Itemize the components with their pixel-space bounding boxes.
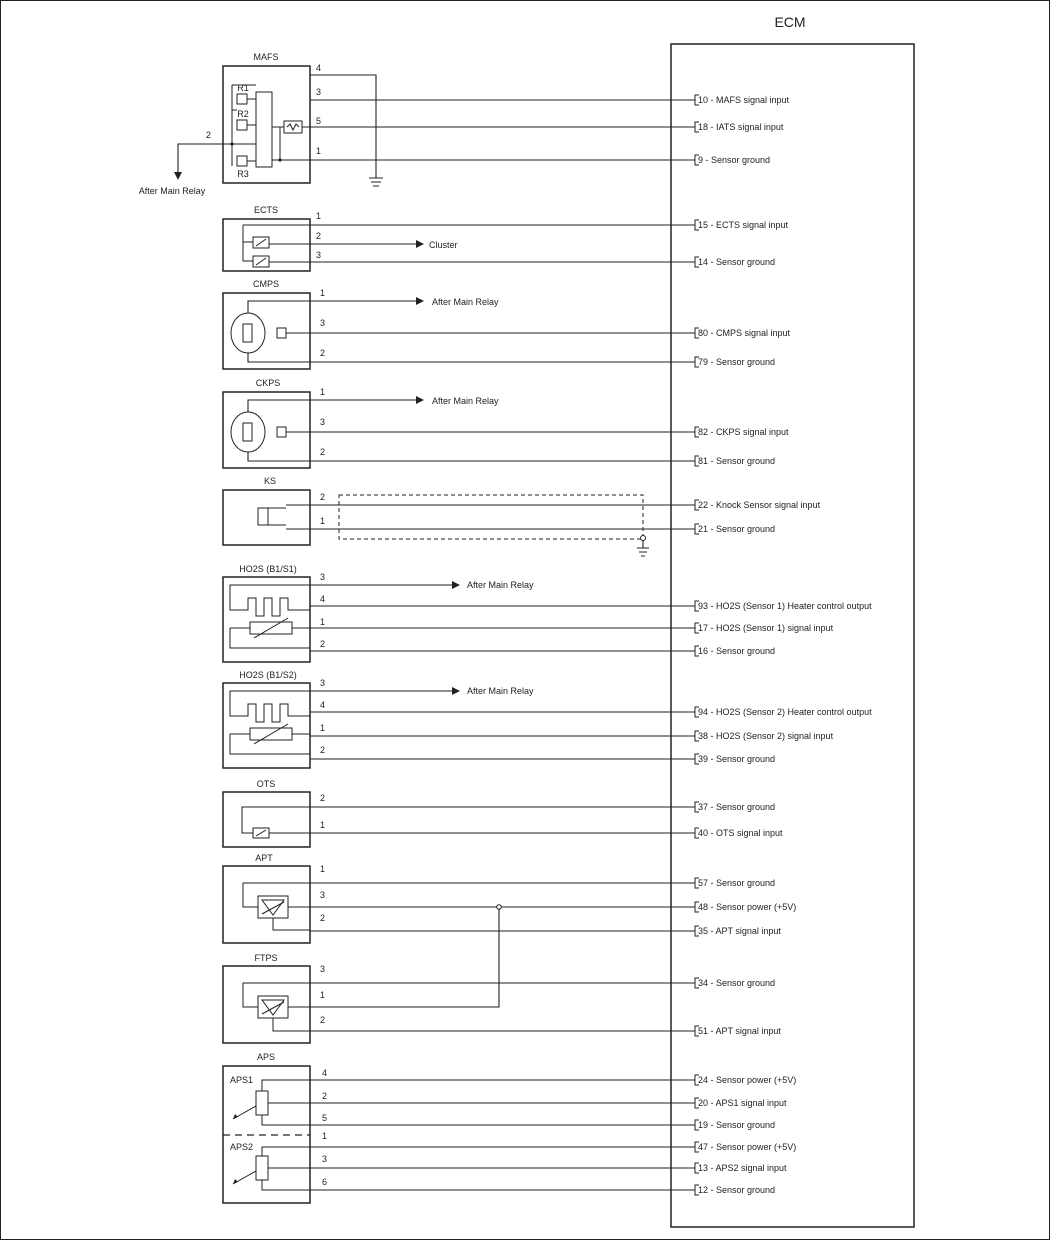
arrow-right-icon — [416, 396, 424, 404]
pin-label: 1 — [320, 864, 326, 874]
sensor-ects — [223, 205, 695, 271]
sensor-box — [223, 293, 310, 369]
ecm-pin-label: 39 - Sensor ground — [698, 754, 776, 764]
pin-label: 1 — [320, 387, 326, 397]
sensor-mafs — [139, 52, 695, 196]
pin-label: 1 — [316, 146, 322, 156]
pin-label: 2 — [320, 793, 326, 803]
splice-icon — [497, 905, 502, 910]
ecm-pin-label: 24 - Sensor power (+5V) — [698, 1075, 797, 1085]
sensor-ckps — [223, 378, 695, 468]
ecm-title: ECM — [774, 14, 806, 30]
pin-label: 2 — [320, 348, 326, 358]
pin-label: 1 — [320, 516, 326, 526]
ecm-pin-label: 82 - CKPS signal input — [698, 427, 789, 437]
pin-label: 2 — [320, 639, 326, 649]
pin-label: 3 — [320, 678, 326, 688]
pin-label: 3 — [320, 890, 326, 900]
ecm-pin-label: 10 - MAFS signal input — [698, 95, 790, 105]
sensor-aps — [223, 1052, 695, 1203]
sensor-ots — [223, 779, 695, 847]
pin-label: 1 — [320, 990, 326, 1000]
ecm-pin-label: 20 - APS1 signal input — [698, 1098, 787, 1108]
ecm-pin-label: 51 - APT signal input — [698, 1026, 781, 1036]
pin-label: 2 — [316, 231, 322, 241]
ecm-pin-label: 48 - Sensor power (+5V) — [698, 902, 797, 912]
side-label: After Main Relay — [467, 686, 534, 696]
sensor-title: HO2S (B1/S1) — [239, 564, 297, 574]
ecm-pin-label: 15 - ECTS signal input — [698, 220, 789, 230]
relay-label: After Main Relay — [138, 186, 206, 196]
resistor-label: R2 — [237, 109, 249, 119]
pin-label: 3 — [320, 318, 326, 328]
sensor-ho2s-s1 — [223, 564, 695, 662]
pin-label: 2 — [320, 745, 326, 755]
pin-label: 5 — [316, 116, 322, 126]
ecm-pin-label: 57 - Sensor ground — [698, 878, 776, 888]
sensor-box — [223, 219, 310, 271]
pin-label: 1 — [320, 617, 326, 627]
sensor-title: CKPS — [255, 378, 281, 388]
ecm-pin-label: 14 - Sensor ground — [698, 257, 776, 267]
arrow-down-icon — [174, 172, 182, 180]
ecm-pin-label: 9 - Sensor ground — [698, 155, 771, 165]
ecm-pin-label: 18 - IATS signal input — [698, 122, 784, 132]
sensor-apt — [223, 853, 695, 1007]
pin-label: 3 — [316, 87, 322, 97]
sensor-title: APS — [256, 1052, 276, 1062]
pin-label: 1 — [320, 288, 326, 298]
pin-label: 1 — [322, 1131, 328, 1141]
sensor-title: APT — [255, 853, 273, 863]
sensor-title: CMPS — [252, 279, 280, 289]
sensor-box — [223, 392, 310, 468]
pin-label: 2 — [206, 130, 212, 140]
ecm-pin-label: 34 - Sensor ground — [698, 978, 776, 988]
pin-label: 3 — [320, 572, 326, 582]
resistor-r1 — [237, 94, 247, 104]
sensor-title: MAFS — [253, 52, 279, 62]
resistor-label: R3 — [237, 169, 249, 179]
sensor-box — [223, 792, 310, 847]
arrow-right-icon — [452, 581, 460, 589]
pin-label: 1 — [320, 820, 326, 830]
pin-label: 4 — [322, 1068, 328, 1078]
ecm-pin-label: 80 - CMPS signal input — [698, 328, 791, 338]
pin-label: 1 — [320, 723, 326, 733]
ecm-pin-label: 79 - Sensor ground — [698, 357, 776, 367]
pin-label: 4 — [320, 700, 326, 710]
pin-label: 2 — [320, 1015, 326, 1025]
iat-thermistor — [284, 121, 302, 133]
pin-label: 2 — [322, 1091, 328, 1101]
pin-label: 3 — [322, 1154, 328, 1164]
side-label: After Main Relay — [432, 297, 499, 307]
ecm-pin-label: 19 - Sensor ground — [698, 1120, 776, 1130]
sub-label: APS1 — [230, 1075, 254, 1085]
ecm-pin-label: 17 - HO2S (Sensor 1) signal input — [698, 623, 834, 633]
pin-label: 1 — [316, 211, 322, 221]
sensor-ftps — [223, 953, 695, 1043]
sub-label: APS2 — [230, 1142, 254, 1152]
pin-label: 4 — [320, 594, 326, 604]
ecm-pin-list — [695, 95, 872, 1195]
ecm-pin-label: 40 - OTS signal input — [698, 828, 783, 838]
ecm-pin-label: 93 - HO2S (Sensor 1) Heater control output — [698, 601, 872, 611]
resistor-label: R1 — [237, 83, 249, 93]
sensor-cmps — [223, 279, 695, 369]
ecm-pin-label: 16 - Sensor ground — [698, 646, 776, 656]
ecm-pin-label: 94 - HO2S (Sensor 2) Heater control output — [698, 707, 872, 717]
pin-label: 6 — [322, 1177, 328, 1187]
pin-label: 5 — [322, 1113, 328, 1123]
ground-icon — [369, 178, 383, 186]
sensor-ho2s-s2 — [223, 670, 695, 768]
pin-label: 2 — [320, 913, 326, 923]
pin-label: 2 — [320, 447, 326, 457]
ground-icon — [637, 541, 649, 556]
sensor-ks — [223, 476, 695, 556]
ecm-pin-label: 22 - Knock Sensor signal input — [698, 500, 821, 510]
pin-label: 3 — [320, 964, 326, 974]
side-label: After Main Relay — [432, 396, 499, 406]
ecm-pin-label: 38 - HO2S (Sensor 2) signal input — [698, 731, 834, 741]
pin-label: 4 — [316, 63, 322, 73]
sensor-box — [223, 866, 310, 943]
arrow-right-icon — [416, 240, 424, 248]
pin-label: 2 — [320, 492, 326, 502]
arrow-right-icon — [452, 687, 460, 695]
ecm-pin-label: 81 - Sensor ground — [698, 456, 776, 466]
ecm-pin-label: 13 - APS2 signal input — [698, 1163, 787, 1173]
ecm-pin-label: 12 - Sensor ground — [698, 1185, 776, 1195]
mafs-element — [256, 92, 272, 167]
resistor-r3 — [237, 156, 247, 166]
sensor-box — [223, 490, 310, 545]
pin-label: 3 — [316, 250, 322, 260]
side-label: After Main Relay — [467, 580, 534, 590]
sensor-title: ECTS — [253, 205, 279, 215]
sensor-title: KS — [263, 476, 277, 486]
ecm-pin-label: 47 - Sensor power (+5V) — [698, 1142, 797, 1152]
sensor-title: FTPS — [254, 953, 278, 963]
arrow-right-icon — [416, 297, 424, 305]
sensor-box — [223, 683, 310, 768]
ecm-pin-label: 21 - Sensor ground — [698, 524, 776, 534]
sensor-title: OTS — [256, 779, 276, 789]
pin-label: 3 — [320, 417, 326, 427]
resistor-r2 — [237, 120, 247, 130]
sensor-box — [223, 577, 310, 662]
side-label: Cluster — [429, 240, 458, 250]
sensor-title: HO2S (B1/S2) — [239, 670, 297, 680]
shield-outline — [339, 495, 643, 539]
ecm-pin-label: 37 - Sensor ground — [698, 802, 776, 812]
ecm-pin-label: 35 - APT signal input — [698, 926, 781, 936]
